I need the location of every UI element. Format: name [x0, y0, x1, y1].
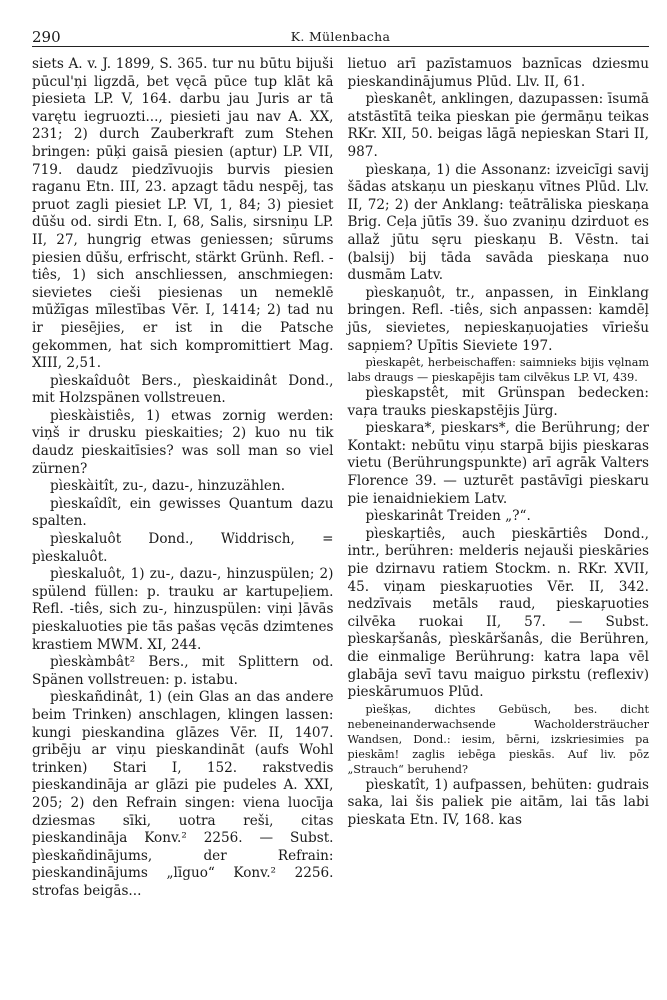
page-number: 290 — [32, 28, 61, 46]
entry-pieskarinat: pìeskarinât Treiden „?“. — [365, 508, 531, 525]
entry-pieskara: pieskara*, pieskars*, die Berührung; der Kontakt: nebūtu viņu starpā bijis pieskaras vietu (Berührungspunkte) arī agrāk Valters Florence 39. — uzturēt pastāvīgi pieskaru pie ienaidniekiem Latv. — [347, 420, 649, 507]
entry-pieskaluot: pìeskaluôt, 1) zu-, dazu-, hinzuspülen; 2) spülend füllen: p. trauku ar kartupeļiem. Refl. -tiês, sich zu-, hinzuspülen: viņi ļāvās pieskaluoties pie tās pašas vęcās dzimtenes krastiem MWM. XI, 244. — [32, 566, 334, 653]
right-column — [348, 56, 650, 901]
two-column-body — [32, 56, 649, 901]
header-rule — [32, 46, 649, 47]
entry-pieskaitit: pìeskàitît, zu-, dazu-, hinzuzählen. — [50, 478, 286, 495]
entry-continuation-right: lietuo arī pazīstamuos baznīcas dziesmu pieskandinājumus Plūd. Llv. II, 61. — [347, 56, 649, 90]
entry-pieskandinat: pìeskañdinât, 1) (ein Glas an das andere beim Trinken) anschlagen, klingen lassen: kungi pieskandina glāzes Vēr. II, 1407. gribēju ar viņu pieskandināt (aufs Wohl trinken) Stari I, 152. rakstvedis pieskandināja ar glāzi pie pudeles A. XXI, 205; 2) den Refrain singen: viena luocīja dziesmas sīki, uotra reši, citas pieskandināja Konv.² 2256. — Subst. pìeskañdinājums, der Refrain: pieskandinājums „līguo“ Konv.² 2256. strofas beigās... — [32, 689, 334, 899]
entry-pieskapet: pìeskapêt, herbeischaffen: saimnieks bijis vęlnam labs draugs — pieskapējis tam cilvēkus LP. VI, 439. — [347, 356, 649, 385]
entry-pieskatit: pìeskatît, 1) aufpassen, behüten: gudrais saka, lai šis paliek pie aitām, lai tās labi pieskata Etn. IV, 168. kas — [347, 776, 649, 828]
left-column — [32, 56, 334, 901]
entry-pieskanet: pìeskanêt, anklingen, dazupassen: īsumā atstāstītā teika pieskan pie ģermāņu teikas RKr. XII, 50. beigas lāgā nepieskan Stari II, 987. — [347, 91, 649, 160]
entry-pieskambat: pìeskàmbât² Bers., mit Splittern od. Spänen vollstreuen: p. istabu. — [32, 654, 334, 688]
entry-pieskas: pìešķas, dichtes Gebüsch, bes. dicht nebeneinanderwachsende Wacholdersträucher Wandsen, Dond.: iesim, bērni, izskriesimies pa pieskām! zaglis iebēga pieskās. Auf liv. pōz „Strauch“ beruhend? — [347, 702, 649, 776]
entry-pieskanuot: pìeskaņuôt, tr., anpassen, in Einklang bringen. Refl. -tiês, sich anpassen: kamdēļ jūs, sievietes, nepieskaņuojaties vīriešu sapņiem? Upītis Sieviete 197. — [347, 284, 649, 354]
entry-continuation: siets A. v. J. 1899, S. 365. tur nu būtu bijuši pūcul'ņi ligzdā, bet vęcā pūce tup klāt kā piesieta LP. V, 164. darbu jau Juris ar tā varętu iegruozti..., piesieti jau nav A. XX, 231; 2) durch Zauberkraft zum Stehen bringen: pūķi gaisā piesien (aptur) LP. VII, 719. daudz piedzīvuojis burvis piesien raganu Etn. III, 23. apzagt tādu nespēj, tas pruot zagli piesiet LP. VI, 1, 84; 3) piesiet dūšu od. sirdi Etn. I, 68, Salis, sirsniņu LP. II, 27, hungrig etwas geniessen; sūrums piesien dūšu, erfrischt, stärkt Grünh. Refl. -tiês, 1) sich anschliessen, anschmiegen: sievietes cieši piesienas un nemeklē mūžīgas mīlestības Vēr. I, 1414; 2) tad nu ir piesējies, er ist in die Patsche gekommen, hat sich kompromittiert Mag. XIII, 2,51. — [32, 56, 334, 372]
page-header — [32, 14, 649, 46]
entry-pieskaiduot: pìeskaîduôt Bers., pìeskaidinât Dond., mit Holzspänen vollstreuen. — [32, 372, 334, 407]
entry-pieskalunat: pìeskaluôt Dond., Widdrisch, = pìeskaluôt. — [32, 531, 334, 565]
entry-pieskaidit: pìeskaîdît, ein gewisses Quantum dazu spalten. — [32, 495, 334, 530]
entry-pieskarties: pìeskaŗtiês, auch pieskārtiês Dond., intr., berühren: melderis nejauši pieskāries pie dzirnavu ratiem Stockm. n. RKr. XVII, 45. viņam pieskaŗuoties Vēr. II, 342. nedzīvais metāls raud, pieskaŗuoties cilvēka ruokai II, 57. — Subst. pìeskaŗšanâs, pìeskāršanâs, die Berühren, die einmalige Berührung: katra lapa vēl glabāja sevī tavu maiguo pirkstu (reflexiv) pieskārumuos Plūd. — [347, 525, 649, 701]
entry-pieskapstet: pìeskapstêt, mit Grünspan bedecken: vaŗa trauks pieskapstējis Jürg. — [347, 385, 649, 419]
entry-pieskana: pìeskaņa, 1) die Assonanz: izveicīgi savij šādas atskaņu un pieskaņu vītnes Plūd. Llv. II, 72; 2) der Anklang: teātrāliska pieskaņa Brig. Ceļa jūtīs 39. šuo zvaniņu dzirduot es allaž jūtu sęru pieskaņu B. Vēstn. tai (balsij) bij tāda savāda pieskaņa nuo dusmām Latv. — [347, 161, 649, 284]
running-title: K. Mülenbacha — [290, 29, 391, 44]
entry-pieskaisties: pìeskàistiês, 1) etwas zornig werden: viņš ir drusku pieskaities; 2) kuo nu tik daudz pieskaitīsies? was soll man so viel zürnen? — [32, 407, 334, 477]
